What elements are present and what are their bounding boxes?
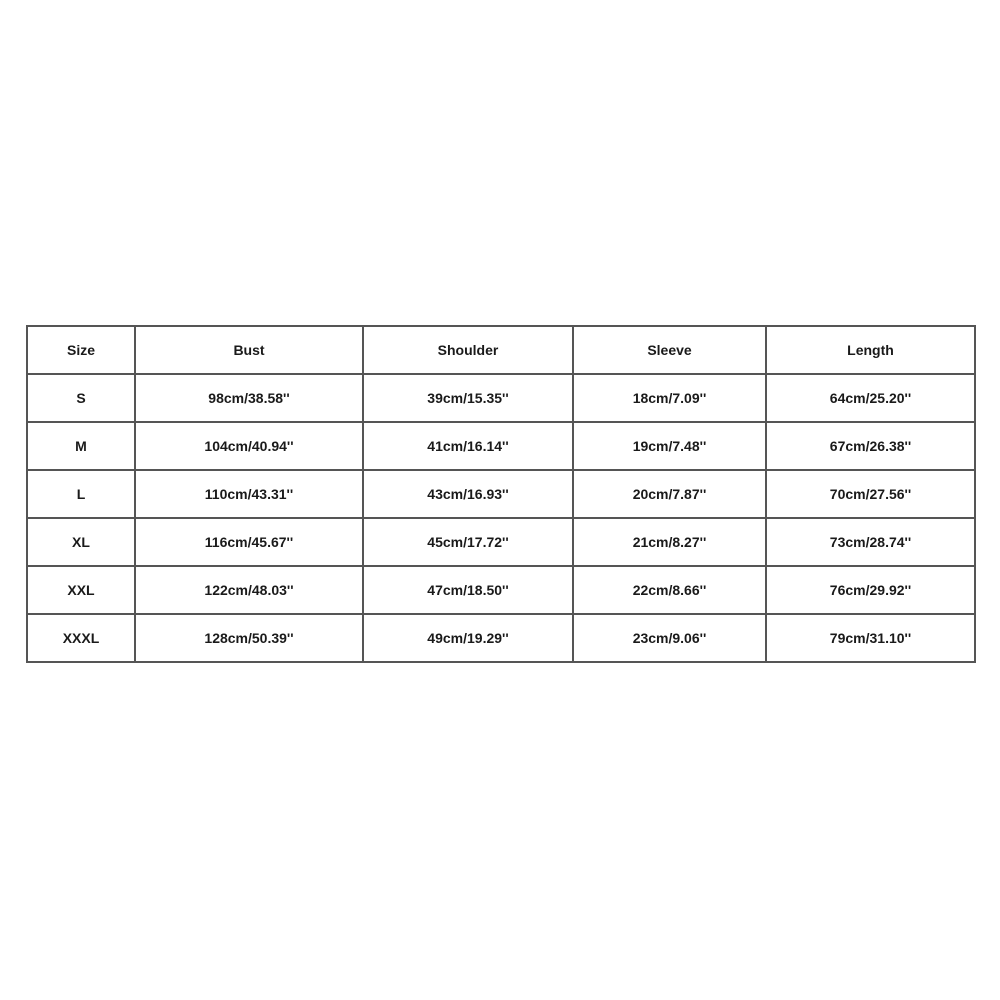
size-cell: XXL — [27, 566, 135, 614]
shoulder-cell: 49cm/19.29'' — [363, 614, 573, 662]
length-cell: 64cm/25.20'' — [766, 374, 975, 422]
size-cell: S — [27, 374, 135, 422]
header-size: Size — [27, 326, 135, 374]
sleeve-cell: 19cm/7.48'' — [573, 422, 766, 470]
sleeve-cell: 23cm/9.06'' — [573, 614, 766, 662]
shoulder-cell: 43cm/16.93'' — [363, 470, 573, 518]
sleeve-cell: 20cm/7.87'' — [573, 470, 766, 518]
bust-cell: 98cm/38.58'' — [135, 374, 363, 422]
shoulder-cell: 41cm/16.14'' — [363, 422, 573, 470]
table-header-row — [27, 326, 975, 374]
table-row — [27, 566, 975, 614]
length-cell: 67cm/26.38'' — [766, 422, 975, 470]
table-row — [27, 470, 975, 518]
shoulder-cell: 47cm/18.50'' — [363, 566, 573, 614]
table-row — [27, 422, 975, 470]
shoulder-cell: 45cm/17.72'' — [363, 518, 573, 566]
bust-cell: 116cm/45.67'' — [135, 518, 363, 566]
size-cell: XXXL — [27, 614, 135, 662]
size-cell: XL — [27, 518, 135, 566]
length-cell: 76cm/29.92'' — [766, 566, 975, 614]
length-cell: 73cm/28.74'' — [766, 518, 975, 566]
header-length: Length — [766, 326, 975, 374]
size-cell: M — [27, 422, 135, 470]
table-row — [27, 374, 975, 422]
bust-cell: 104cm/40.94'' — [135, 422, 363, 470]
header-sleeve: Sleeve — [573, 326, 766, 374]
bust-cell: 128cm/50.39'' — [135, 614, 363, 662]
sleeve-cell: 21cm/8.27'' — [573, 518, 766, 566]
length-cell: 70cm/27.56'' — [766, 470, 975, 518]
size-chart-table — [26, 325, 976, 663]
header-bust: Bust — [135, 326, 363, 374]
table-row — [27, 614, 975, 662]
length-cell: 79cm/31.10'' — [766, 614, 975, 662]
table-row — [27, 518, 975, 566]
sleeve-cell: 22cm/8.66'' — [573, 566, 766, 614]
shoulder-cell: 39cm/15.35'' — [363, 374, 573, 422]
header-shoulder: Shoulder — [363, 326, 573, 374]
size-cell: L — [27, 470, 135, 518]
bust-cell: 110cm/43.31'' — [135, 470, 363, 518]
bust-cell: 122cm/48.03'' — [135, 566, 363, 614]
sleeve-cell: 18cm/7.09'' — [573, 374, 766, 422]
